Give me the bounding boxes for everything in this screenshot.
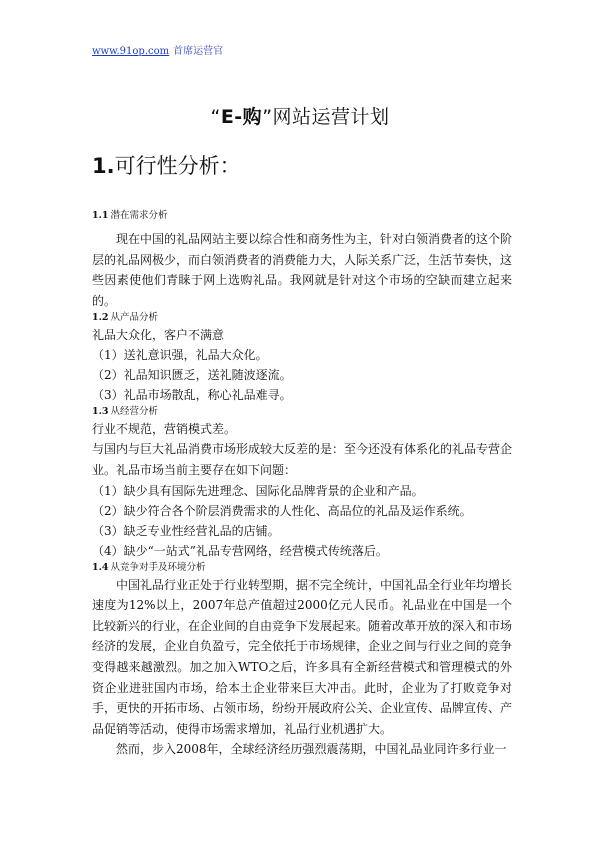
lead-line: 礼品大众化，客户不满意 [92, 328, 225, 343]
subsection-heading [92, 311, 512, 325]
subsection-title: 潜在需求分析 [110, 210, 168, 221]
title-rest: ”网站运营计划 [262, 106, 390, 128]
subsection-title: 从竞争对手及环境分析 [110, 561, 206, 573]
subsection-heading [92, 561, 512, 575]
subsection-number: 1.1 [92, 210, 109, 221]
site-name: 首席运营官 [173, 46, 224, 57]
list-item: （2）礼品知识匮乏，送礼随波逐流。 [92, 368, 292, 383]
title-brand: E-购 [220, 106, 263, 128]
list-item: （2）缺少符合各个阶层消费需求的人性化、高品位的礼品及运作系统。 [92, 503, 472, 518]
list-item: （4）缺少“一站式”礼品专营网络，经营模式传统落后。 [92, 543, 388, 558]
section-heading [92, 150, 241, 180]
section-heading-text: 可行性分析： [114, 154, 241, 178]
site-url-link[interactable]: www.91op.com [92, 46, 170, 57]
subsection-number: 1.2 [92, 312, 109, 324]
lead-line: 行业不规范，营销模式差。 [92, 422, 237, 437]
list-item: （3）缺乏专业性经营礼品的店铺。 [92, 523, 280, 538]
subsection-title: 从经营分析 [110, 406, 159, 418]
subsection-number: 1.3 [92, 406, 109, 418]
paragraph: 中国礼品行业正处于行业转型期，据不完全统计，中国礼品全行业年均增长速度为12%以上，2007年总产值超过2000亿元人民币。礼品业在中国是一个比较新兴的行业，在企业间的自由竞争下发展起来。随着改革开放的深入和市场经济的发展，企业自负盈亏，完全依托于市场规律，企业之间与行业之间的竞争变得越来越激烈。加之加入WTO之后，许多具有全新经营模式和管理模式的外资企业进驻国内市场，给本土企业带来巨大冲击。此时，企业为了打败竞争对手，更快的开拓市场、占领市场，纷纷开展政府公关、企业宣传、品牌宣传、产品促销等活动，使得市场需求增加，礼品行业机遇扩大。 [92, 577, 513, 736]
list-item: （1）缺少具有国际先进理念、国际化品牌背景的企业和产品。 [92, 483, 424, 498]
paragraph: 与国内与巨大礼品消费市场形成较大反差的是：至今还没有体系化的礼品专营企业。礼品市场当前主要存在如下问题： [92, 442, 513, 477]
document-title [0, 102, 600, 129]
subsection-heading [92, 405, 512, 419]
page-header [92, 42, 223, 57]
title-quote-open: “ [210, 106, 221, 128]
paragraph: 然而，步入2008年，全球经济经历强烈震荡期，中国礼品业同许多行业一 [116, 742, 507, 757]
subsection-heading [92, 209, 512, 223]
subsection-title: 从产品分析 [110, 312, 159, 324]
paragraph: 现在中国的礼品网站主要以综合性和商务性为主，针对白领消费者的这个阶层的礼品网极少，而白领消费者的消费能力大，人际关系广泛，生活节奏快，这些因素使他们青睐于网上选购礼品。我网就是针对这个市场的空缺而建立起来的。 [92, 232, 513, 308]
list-item: （3）礼品市场散乱，称心礼品难寻。 [92, 388, 292, 403]
list-item: （1）送礼意识强，礼品大众化。 [92, 348, 268, 363]
subsection-number: 1.4 [92, 561, 109, 573]
section-heading-number: 1. [92, 154, 115, 178]
document-body [92, 209, 512, 760]
